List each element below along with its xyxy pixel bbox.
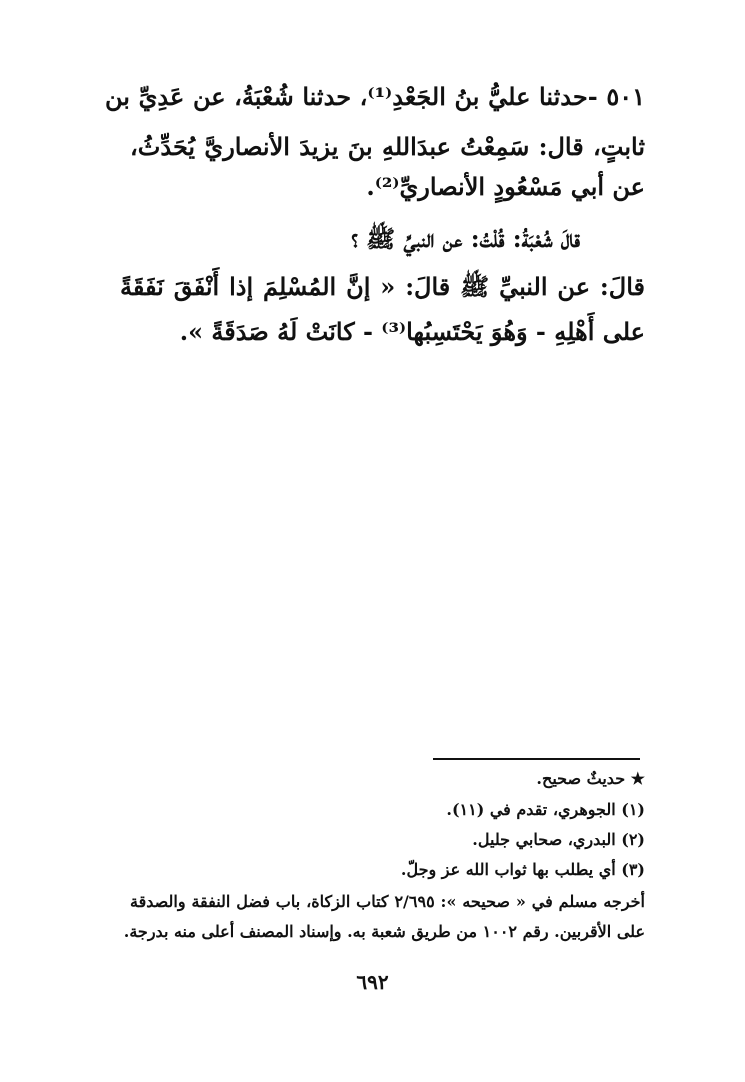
hadith-line-1: ٥٠١ -حدثنا عليُّ بنُ الجَعْدِ⁽¹⁾، حدثنا شُعْبَةُ، عن عَدِيِّ بن — [105, 82, 645, 111]
hadith-line-6: على أَهْلِهِ - وَهُوَ يَحْتَسِبُها⁽³⁾ - كانَتْ لَهُ صَدَقَةً ». — [179, 317, 645, 346]
hadith-line-2: ثابتٍ، قال: سَمِعْتُ عبدَاللهِ بنَ يزيدَ الأنصاريَّ يُحَدِّثُ، — [130, 132, 645, 161]
grading-note: ★ حديثٌ صحيح. — [536, 769, 645, 788]
hadith-line-5: قالَ: عن النبيِّ ﷺ قالَ: « إنَّ المُسْلِمَ إذا أَنْفَقَ نَفَقَةً — [120, 272, 645, 301]
footnote-2: (٢) البدري، صحابي جليل. — [472, 830, 645, 849]
footnote-3: (٣) أي يطلب بها ثواب الله عز وجلّ. — [400, 860, 645, 879]
page-number: ٦٩٢ — [356, 970, 389, 994]
hadith-line-3: عن أبي مَسْعُودٍ الأنصاريِّ⁽²⁾. — [366, 172, 645, 201]
footnote-1: (١) الجوهري، تقدم في (١١). — [446, 800, 645, 819]
hadith-line-4: قالَ شُعْبَةُ: قُلْتُ: عن النبيِّ ﷺ ؟ — [351, 224, 580, 253]
footnote-divider — [433, 758, 640, 760]
takhrij-line-1: أخرجه مسلم في « صحيحه »: ٢/٦٩٥ كتاب الزكاة، باب فضل النفقة والصدقة — [130, 892, 645, 911]
takhrij-line-2: على الأقربين. رقم ١٠٠٢ من طريق شعبة به. وإسناد المصنف أعلى منه بدرجة. — [123, 922, 645, 941]
